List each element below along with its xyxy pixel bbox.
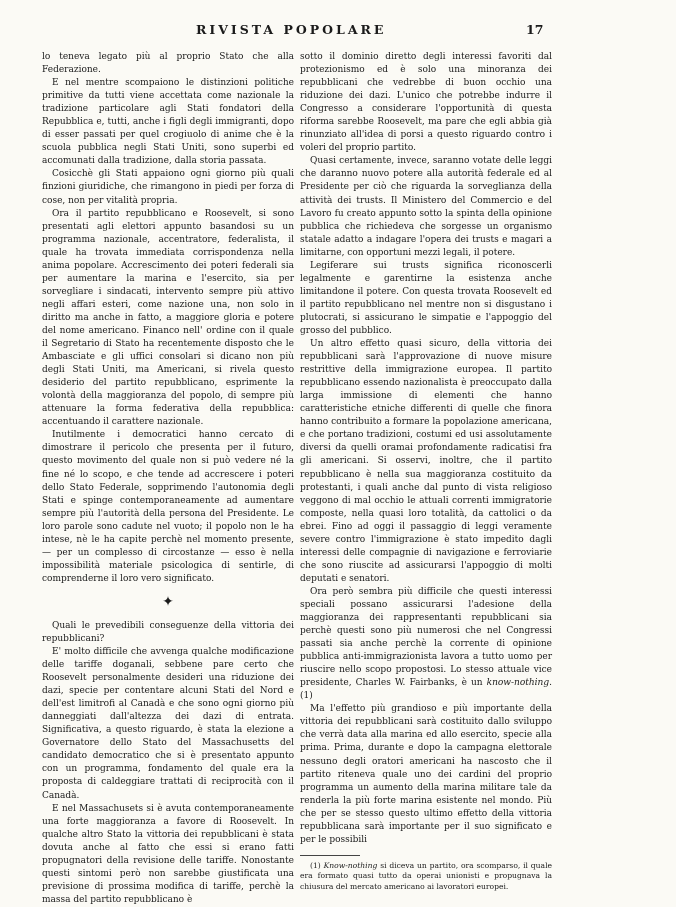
paragraph-text: Ora però sembra più difficile che questi interessi speciali possano assicurarsi l'adesione della maggioranza dei rappresentanti repubblicani sia perchè questi sono più numerosi che nel Congressi passati sia anche perchè la corrente di opinione pubblica anti-immigrazionista lavora a tutto uomo per riuscire nello scopo propostosi. Lo stesso attuale vice presidente, Charles W. Fairbanks, è un xyxy=(300,586,552,689)
paragraph: Ora il partito repubblicano e Roosevelt, si sono presentati agli elettori appunto basandosi su un programma nazionale, accentratore, federalista, il quale ha trovata immediata corrispondenza nella anima popolare. Accrescimento dei poteri federali sia per aumentare la marina e l'esercito, sia per sorvegliare i sindacati, intervento sempre più attivo negli affari esteri, come nazione una, non solo in diritto ma anche in fatto, a maggiore gloria e potere del nome americano. Financo nell' ordine con il quale il Segretario di Stato ha recentemente disposto che le Ambasciate e gli uffici consolari si dicano non più degli Stati Uniti, ma Americani, si rivela questo desiderio del partito repubblicano, esprimente la volontà della maggioranza del popolo, di sempre più attenuare la forma federativa della repubblica: accentuando il carattere nazionale. xyxy=(42,208,294,428)
paragraph: E nel mentre scompaiono le distinzioni politiche primitive da tutti viene accettata come nazionale la tradizione particolare agli Stati fondatori della Repubblica e, tutti, anche i figli degli immigranti, dopo di esser passati per quel crogiuolo di anime che è la scuola pubblica negli Stati Uniti, sono superbi ed accomunati dalla tradizione, dalla storia passata. xyxy=(42,78,294,167)
paragraph: Quasi certamente, invece, saranno votate delle leggi che daranno nuovo potere alla autorità federale ed al Presidente per ciò che riguarda la sorveglianza della attività dei trusts. Il Ministero del Commercio e del Lavoro fu creato appunto sotto la spinta della opinione pubblica che richiedeva che sorgesse un organismo statale adatto a indagare l'opera dei trusts e magari a limitarne, con opportuni mezzi legali, il potere. xyxy=(300,156,552,258)
footnote-number: (1) xyxy=(310,860,324,870)
left-column xyxy=(42,51,294,907)
know-nothing-term: know-nothing xyxy=(486,678,550,689)
paragraph: Inutilmente i democratici hanno cercato di dimostrare il pericolo che presenta per il futuro, questo movimento del quale non si può vedere né la fine né lo scopo, e che tende ad accrescere i poteri dello Stato Federale, sopprimendo l'autonomia degli Stati e spinge contemporaneamente ad aumentare sempre più l'autorità della persona del Presidente. Le loro parole sono cadute nel vuoto; il popolo non le ha intese, nè le ha capite perchè nel momento presente, — per un complesso di circostanze — esso è nella impossibilità materiale psicologica di sentirle, di comprenderne il loro vero significato. xyxy=(42,430,294,584)
paragraph: Cosicchè gli Stati appaiono ogni giorno più quali finzioni giuridiche, che rimangono in piedi per forza di cose, non per vitalità propria. xyxy=(42,169,294,206)
section-ornament: ✦ xyxy=(162,593,174,610)
running-head xyxy=(0,22,676,42)
footnote-text: si diceva un partito, ora scomparso, il quale era formato quasi tutto da operai unionisti e propugnava la chiusura del mercato americano ai lavoratori europei. xyxy=(300,860,553,891)
page-number: 17 xyxy=(526,22,544,37)
paragraph: sotto il dominio diretto degli interessi favoriti dal protezionismo ed è solo una minoranza dei repubblicani che vedrebbe di buon occhio una riduzione dei dazi. L'unico che potrebbe indurre il Congresso a considerare l'opportunità di questa riforma sarebbe Roosevelt, ma pare che egli abbia già rinunziato all'idea di porsi a questo riguardo contro i voleri del proprio partito. xyxy=(300,52,552,154)
running-title: RIVISTA POPOLARE xyxy=(196,22,387,37)
footnote-divider xyxy=(300,855,360,856)
paragraph: E' molto difficile che avvenga qualche modificazione delle tariffe doganali, sebbene pare certo che Roosevelt personalmente desideri una riduzione dei dazi, specie per contentare alcuni Stati del Nord e dell'est limitrofi al Canadà e che sono ogni giorno più danneggiati dall'altezza dei dazi di entrata. Significativa, a questo riguardo, è stata la elezione a Governatore dello Stato del Massachusetts del candidato democratico che si è presentato appunto con un programma, fondamento del quale era la proposta di caldeggiare trattati di reciprocità con il Canadà. xyxy=(42,647,294,801)
paragraph: Legiferare sui trusts significa riconoscerli legalmente e garentirne la esistenza anche limitandone il potere. Con questa trovata Roosevelt ed il partito repubblicano nel mentre non si disgustano i plutocrati, si assicurano le simpatie e l'appoggio del grosso del pubblico. xyxy=(300,260,552,336)
paragraph: Ma l'effetto più grandioso e più importante della vittoria dei repubblicani sarà costituito dallo sviluppo che verrà data alla marina ed allo esercito, specie alla prima. Prima, durante e dopo la campagna elettorale nessuno degli oratori americani ha nascosto che il partito riteneva quale uno dei cardini del proprio programma un aumento della marina militare tale da renderla la più forte marina esistente nel mondo. Più che per se stesso questo ultimo effetto della vittoria repubblicana sarà importante per il suo significato e per le possibili xyxy=(300,704,552,845)
paragraph: E nel Massachusets si è avuta contemporaneamente una forte maggioranza a favore di Roosevelt. In qualche altro Stato la vittoria dei repubblicani è stata dovuta anche al fatto che essi si erano fatti propugnatori della revisione delle tariffe. Nonostante questi sintomi però non sarebbe giustificata una previsione di prossima modifica di tariffe, perchè la massa del partito repubblicano è xyxy=(42,803,294,905)
paragraph: Un altro effetto quasi sicuro, della vittoria dei repubblicani sarà l'approvazione di nuove misure restrittive della immigrazione europea. Il partito repubblicano essendo nazionalista è preoccupato dalla larga immissione di elementi che hanno caratteristiche etniche differenti di quelle che finora hanno contribuito a formare la popolazione americana, e che portano tradizioni, costumi ed usi assolutamente diversi da quelli oramai profondamente radicatisi fra gli americani. Si osservi, inoltre, che il partito repubblicano è nella sua maggioranza costituito da protestanti, i quali anche dal punto di vista religioso veggono di mal occhio le attuali correnti immigratorie composte, nella quasi loro totalità, da cattolici o da ebrei. Fino ad oggi il passaggio di leggi veramente severe contro l'immigrazione è stato impedito dagli interessi delle compagnie di navigazione e ferroviarie che sono riuscite ad assicurarsi l'appoggio di molti deputati e senatori. xyxy=(300,339,552,584)
paragraph: Quali le prevedibili conseguenze della vittoria dei repubblicani? xyxy=(42,620,294,644)
paragraph xyxy=(300,586,552,703)
paragraph: lo teneva legato più al proprio Stato che alla Federazione. xyxy=(42,52,294,76)
footnote-ref: . (1) xyxy=(300,678,552,702)
footnote-term: Know-nothing xyxy=(323,860,378,870)
right-column xyxy=(300,51,552,892)
footnote xyxy=(300,861,552,893)
